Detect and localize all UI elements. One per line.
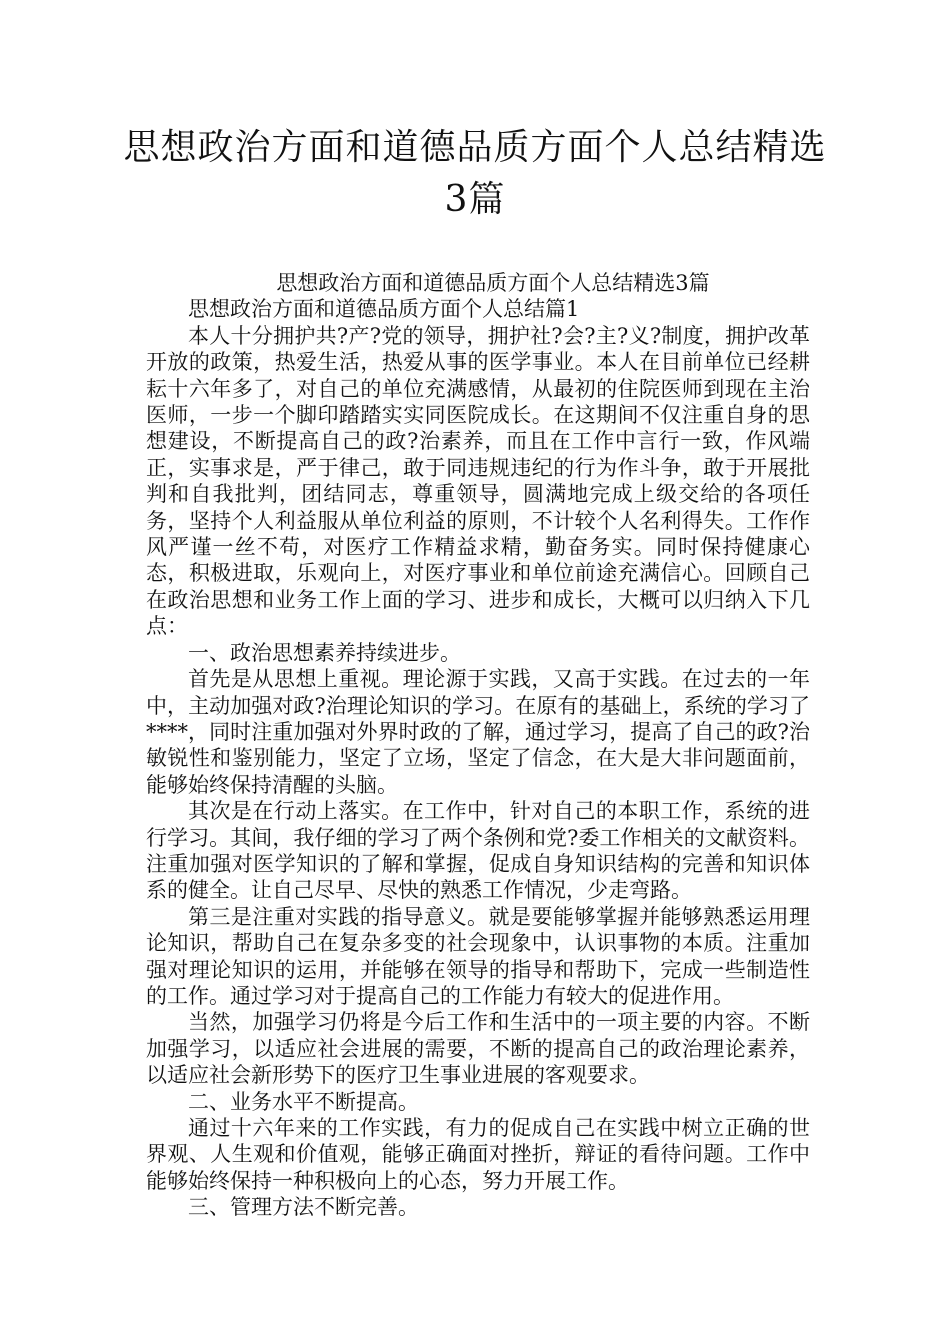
paragraph-first-point: 首先是从思想上重视。理论源于实践，又高于实践。在过去的一年中，主动加强对政?治理论知识的学习。在原有的基础上，系统的学习了****，同时注重加强对外界时政的了解，通过学习，提高了自己的政?治敏锐性和鉴别能力，坚定了立场，坚定了信念，在大是大非问题面前，能够始终保持清醒的头脑。: [146, 667, 810, 797]
heading-political-literacy: 一、政治思想素养持续进步。: [188, 640, 461, 665]
document-body: [146, 270, 810, 1221]
heading-professional-level: 二、业务水平不断提高。: [188, 1089, 419, 1114]
paragraph-third-point: 第三是注重对实践的指导意义。就是要能够掌握并能够熟悉运用理论知识，帮助自己在复杂多变的社会现象中，认识事物的本质。注重加强对理论知识的运用，并能够在领导的指导和帮助下，完成一些制造性的工作。通过学习对于提高自己的工作能力有较大的促进作用。: [146, 904, 810, 1008]
paragraph-work-practice: 通过十六年来的工作实践，有力的促成自己在实践中树立正确的世界观、人生观和价值观，能够正确面对挫折，辩证的看待问题。工作中能够始终保持一种积极向上的心态，努力开展工作。: [146, 1116, 810, 1193]
heading-management-methods: 三、管理方法不断完善。: [188, 1195, 419, 1220]
paragraph-second-point: 其次是在行动上落实。在工作中，针对自己的本职工作，系统的进行学习。其间，我仔细的学习了两个条例和党?委工作相关的文献资料。注重加强对医学知识的了解和掌握，促成自身知识结构的完善和知识体系的健全。让自己尽早、尽快的熟悉工作情况，少走弯路。: [146, 799, 810, 903]
section-title: 思想政治方面和道德品质方面个人总结篇1: [188, 297, 580, 322]
document-title: 思想政治方面和道德品质方面个人总结精选3篇: [123, 127, 827, 220]
paragraph-intro: 本人十分拥护共?产?党的领导，拥护社?会?主?义?制度，拥护改革开放的政策，热爱生活，热爱从事的医学事业。本人在目前单位已经耕耘十六年多了，对自己的单位充满感情，从最初的住院医师到现在主治医师，一步一个脚印踏踏实实同医院成长。在这期间不仅注重自身的思想建设，不断提高自己的政?治素养，而且在工作中言行一致，作风端正，实事求是，严于律己，敢于同违规违纪的行为作斗争，敢于开展批判和自我批判，团结同志，尊重领导，圆满地完成上级交给的各项任务，坚持个人利益服从单位利益的原则，不计较个人名利得失。工作作风严谨一丝不苟，对医疗工作精益求精，勤奋务实。同时保持健康心态，积极进取，乐观向上，对医疗事业和单位前途充满信心。回顾自己在政治思想和业务工作上面的学习、进步和成长，大概可以归纳入下几点：: [146, 323, 810, 639]
paragraph-continued-learning: 当然，加强学习仍将是今后工作和生活中的一项主要的内容。不断加强学习，以适应社会进展的需要，不断的提高自己的政治理论素养，以适应社会新形势下的医疗卫生事业进展的客观要求。: [146, 1010, 810, 1088]
document-subtitle: 思想政治方面和道德品质方面个人总结精选3篇: [276, 271, 710, 295]
